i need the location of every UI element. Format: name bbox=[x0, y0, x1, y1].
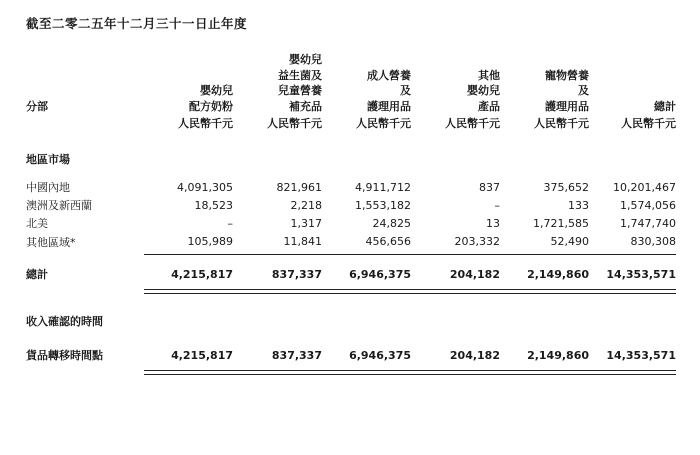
row-value: 105,989 bbox=[187, 235, 233, 248]
unit-probiotics: 人民幣千元 bbox=[267, 117, 322, 130]
total-value: 14,353,571 bbox=[606, 349, 676, 362]
total-label: 貨品轉移時間點 bbox=[26, 349, 103, 362]
table-row bbox=[26, 179, 676, 197]
row-value: 1,721,585 bbox=[533, 217, 589, 230]
row-value: 10,201,467 bbox=[613, 181, 676, 194]
header-line: 嬰幼兒 bbox=[467, 84, 500, 97]
header-line: 補充品 bbox=[289, 99, 322, 113]
header-line: 及 bbox=[578, 84, 589, 97]
table-body-timing-of-revenue-recognition bbox=[26, 294, 676, 375]
column-header-adult-nutrition bbox=[322, 52, 411, 115]
row-value: 375,652 bbox=[543, 181, 589, 194]
row-label: 北美 bbox=[26, 217, 48, 230]
total-row-geographic-markets bbox=[26, 265, 676, 285]
total-value: 2,149,860 bbox=[527, 268, 589, 281]
total-value: 6,946,375 bbox=[349, 349, 411, 362]
row-value: 203,332 bbox=[454, 235, 500, 248]
row-value: 4,091,305 bbox=[177, 181, 233, 194]
column-header-segment: 分部 bbox=[26, 100, 48, 113]
row-value: – bbox=[494, 199, 500, 212]
unit-infant-formula: 人民幣千元 bbox=[178, 117, 233, 130]
header-line: 其他 bbox=[478, 68, 500, 82]
total-value: 14,353,571 bbox=[606, 268, 676, 281]
header-line: 益生菌及 bbox=[278, 68, 322, 82]
total-value: 204,182 bbox=[449, 349, 500, 362]
column-header-other-infant bbox=[411, 52, 500, 115]
unit-other-infant: 人民幣千元 bbox=[445, 117, 500, 130]
total-label: 總計 bbox=[26, 268, 48, 281]
header-line: 兒童營養 bbox=[278, 84, 322, 97]
header-line: 護理用品 bbox=[367, 99, 411, 113]
total-value: 4,215,817 bbox=[171, 268, 233, 281]
table-body-geographic-markets bbox=[26, 137, 676, 294]
total-value: 837,337 bbox=[271, 349, 322, 362]
table-header bbox=[26, 52, 676, 137]
header-line: 總計 bbox=[654, 99, 676, 113]
header-line: 寵物營養 bbox=[545, 68, 589, 82]
unit-spacer bbox=[26, 115, 144, 137]
row-label: 其他區域* bbox=[26, 235, 76, 249]
header-line: 產品 bbox=[478, 99, 500, 113]
table-row bbox=[26, 197, 676, 215]
segment-revenue-table bbox=[26, 52, 676, 375]
row-value: 830,308 bbox=[630, 235, 676, 248]
row-value: 13 bbox=[486, 217, 500, 230]
total-value: 4,215,817 bbox=[171, 349, 233, 362]
row-value: 24,825 bbox=[372, 217, 411, 230]
row-value: 133 bbox=[568, 199, 589, 212]
page-title: 截至二零二五年十二月三十一日止年度 bbox=[26, 16, 248, 31]
row-value: 1,747,740 bbox=[620, 217, 676, 230]
section-title-row bbox=[26, 294, 676, 347]
table-row bbox=[26, 215, 676, 233]
row-value: 18,523 bbox=[194, 199, 233, 212]
table-unit-row bbox=[26, 115, 676, 137]
column-header-probiotics bbox=[233, 52, 322, 115]
total-value: 6,946,375 bbox=[349, 268, 411, 281]
header-line: 配方奶粉 bbox=[189, 99, 233, 113]
row-value: 4,911,712 bbox=[355, 181, 411, 194]
header-line: 及 bbox=[400, 84, 411, 97]
row-value: 2,218 bbox=[290, 199, 322, 212]
section-title-geographic-markets: 地區市場 bbox=[26, 153, 70, 166]
column-header-infant-formula bbox=[144, 52, 233, 115]
header-line: 嬰幼兒 bbox=[289, 53, 322, 66]
row-label: 澳洲及新西蘭 bbox=[26, 199, 92, 212]
unit-total: 人民幣千元 bbox=[621, 117, 676, 130]
unit-adult-nutrition: 人民幣千元 bbox=[356, 117, 411, 130]
header-line: 嬰幼兒 bbox=[200, 84, 233, 97]
row-value: 1,317 bbox=[290, 217, 322, 230]
row-label: 中國內地 bbox=[26, 181, 70, 194]
row-value: 1,553,182 bbox=[355, 199, 411, 212]
table-header-row bbox=[26, 52, 676, 115]
spacer bbox=[26, 256, 676, 265]
section-title-timing-of-revenue-recognition: 收入確認的時間 bbox=[26, 315, 103, 328]
row-value: 837 bbox=[479, 181, 500, 194]
total-value: 837,337 bbox=[271, 268, 322, 281]
total-value: 204,182 bbox=[449, 268, 500, 281]
row-value: 11,841 bbox=[283, 235, 322, 248]
table-row bbox=[26, 233, 676, 255]
section-title-row bbox=[26, 137, 676, 179]
header-line: 護理用品 bbox=[545, 99, 589, 113]
column-header-pet-nutrition bbox=[500, 52, 589, 115]
unit-pet-nutrition: 人民幣千元 bbox=[534, 117, 589, 130]
row-value: 1,574,056 bbox=[620, 199, 676, 212]
row-value: – bbox=[227, 217, 233, 230]
row-value: 456,656 bbox=[365, 235, 411, 248]
total-double-rule bbox=[26, 371, 676, 375]
header-line: 成人營養 bbox=[367, 68, 411, 82]
total-row-point-in-time bbox=[26, 346, 676, 366]
total-value: 2,149,860 bbox=[527, 349, 589, 362]
column-header-total bbox=[589, 52, 676, 115]
row-value: 52,490 bbox=[550, 235, 589, 248]
row-value: 821,961 bbox=[276, 181, 322, 194]
